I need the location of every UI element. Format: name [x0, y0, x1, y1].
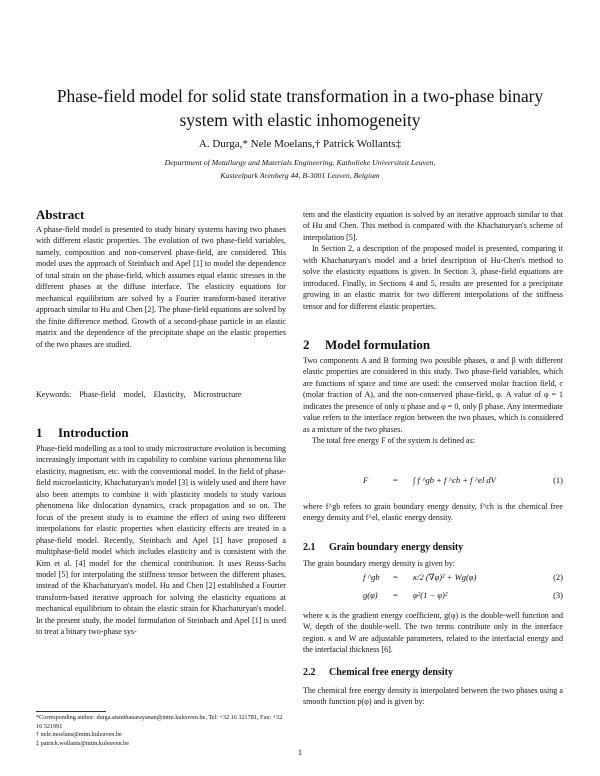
introduction-text: Phase-field modelling as a tool to study microstructure evolution is becoming increasingly important with its capability to combine various phenomena like elasticity, magnetism, etc. with the conventional model. In the field of phase-field microelasticity, Khachaturyan's model [3] is widely used and there have also been attempts to combine it with plasticity models to study various phenomena like dislocation dynamics, crack propagation and so on. The focus of the present study is to examine the effect of using two different interpolations for elastic properties when elasticity effects are treated in a phase-field model. Recently, Steinbach and Apel [1] have proposed a multiphase-field model which includes elasticity and is consistent with the Kim et al. [4] model for the chemical contribution. It uses Reuss-Sachs model [5] for interpolating the stiffness tensor between the different phases, instead of the Khachaturyan's model. Hu and Chen [2] established a Fourier transform-based iterative approach for solving the elasticity equations at mechanical equilibrium to obtain the elastic strain for Khachaturyan's model. In the present study, the model formulation of Steinbach and Apel [1] is used to treat a binary two-phase sys- — [36, 444, 286, 637]
equation-number: (1) — [553, 475, 563, 485]
model-para-1: Two components A and B forming two possible phases, α and β with different elastic properties are considered in this study. Two phase-field variables, which are functions of space and time are used: the conserved molar fraction field, c (molar fraction of A), and the non-conserved phase-field, φ. A value of φ = 1 indicates the presence of only α phase and φ = 0, only β phase. Any intermediate value refers to the interface region between the two phases, which is considered as a mixture of the two phases. — [303, 356, 563, 434]
subsection-number: 2.2 — [303, 667, 316, 678]
equation-number: (2) — [553, 572, 563, 582]
equation-rel: = — [393, 572, 398, 582]
introduction-continuation: tem and the elasticity equation is solved by an iterative approach similar to that of Hu and Chen. This method is compared with the Khachaturyan's scheme of interpolation [5]. — [303, 210, 563, 242]
abstract-text: A phase-field model is presented to study binary systems having two phases with different elastic properties. The evolution of two phase-field variables, namely, composition and non-conserved phase-field, are considered. This model uses the approach of Steinbach and Apel [1] to model the dependence of total strain on the phase-field, which assumes equal elastic stresses in the different phases at the diffuse interface. The elasticity equations for mechanical equilibrium are solved by a Fourier transform-based iterative approach similar to Hu and Chen [2]. The phase-field equations are solved by the finite difference method. Growth of a second-phase particle in an elastic matrix and the dependence of the precipitate shape on the elastic properties of the two phases are studied. — [36, 225, 286, 349]
gb-intro-text: The grain boundary energy density is given by: — [303, 559, 456, 568]
keywords-label: Keywords: — [36, 390, 72, 399]
abstract-body — [36, 224, 286, 350]
equation-1 — [303, 475, 563, 489]
introduction-body — [36, 443, 286, 638]
equation-rhs: φ²(1 − φ)² — [413, 590, 448, 600]
affiliation — [40, 156, 560, 182]
section-number: 2 — [303, 337, 310, 352]
equation-lhs: g(φ) — [363, 590, 378, 600]
gb-heading — [303, 542, 463, 553]
gb-text: where κ is the gradient energy coefficient, g(φ) is the double-well function and W, depth of the double-well. The two terms contribute only in the interface region. κ and W are adjustable parameters, related to the interfacial energy and the interfacial thickness [6]. — [303, 611, 563, 655]
equation-3 — [303, 590, 563, 604]
equation-rel: = — [393, 475, 398, 485]
subsection-title: Chemical free energy density — [329, 667, 453, 678]
footnote-email-3: ‡ patrick.wollants@mtm.kuleuven.be — [36, 739, 129, 747]
section-title: Model formulation — [325, 337, 431, 352]
paper-title — [40, 84, 560, 132]
title-line-2: system with elastic inhomogeneity — [179, 110, 421, 130]
model-heading — [303, 337, 430, 353]
equation-2 — [303, 572, 563, 586]
footnote-email-2: † nele.moelans@mtm.kuleuven.be — [36, 731, 122, 739]
model-body-after-eq — [303, 501, 563, 524]
footnote-rule — [36, 711, 106, 712]
footnote-corresponding: *Corresponding author: durga.ananthanarayanan@mtm.kuleuven.be, Tel: +32 16 321781, Fax: +32 16 321991 — [36, 714, 283, 730]
gb-body — [303, 610, 563, 656]
equation-number: (3) — [553, 590, 563, 600]
equation-rel: = — [393, 590, 398, 600]
introduction-continued — [303, 209, 563, 312]
chem-body — [303, 685, 563, 708]
equation-rhs: κ/2 (∇φ)² + Wg(φ) — [413, 572, 477, 582]
author-list: A. Durga,* Nele Moelans,† Patrick Wollants‡ — [198, 138, 402, 150]
introduction-para-2: In Section 2, a description of the proposed model is presented, comparing it with Khachaturyan's model and a brief description of Hu-Chen's method to solve the elasticity equations is given. In Section 3, phase-field equations are introduced. Finally, in Sections 4 and 5, results are presented for a precipitate growing in an elastic matrix for two different interpolations of the stiffness tensor and for different elastic properties. — [303, 244, 563, 311]
keywords-text: Phase-field model, Elasticity, Microstructure — [79, 390, 242, 399]
page-number: 1 — [297, 747, 303, 757]
chem-heading — [303, 667, 453, 678]
title-line-1: Phase-field model for solid state transformation in a two-phase binary — [56, 86, 544, 106]
equation-rhs: ∫ f ^gb + f ^ch + f ^el dV — [413, 475, 496, 485]
subsection-title: Grain boundary energy density — [329, 542, 464, 553]
keywords — [36, 390, 286, 399]
affiliation-line-2: Kasteelpark Arenberg 44, B-3001 Leuven, Belgium — [220, 171, 380, 180]
chem-text: The chemical free energy density is interpolated between the two phases using a smooth function p(φ) and is given by: — [303, 686, 563, 707]
section-title: Introduction — [58, 425, 129, 440]
model-para-2: The total free energy F of the system is defined as: — [312, 436, 475, 446]
model-body — [303, 355, 563, 447]
model-para-3: where f^gb refers to grain boundary energy density, f^ch is the chemical free energy density and f^el, elastic energy density. — [303, 502, 563, 523]
footnotes — [36, 714, 288, 748]
gb-intro — [303, 558, 563, 569]
subsection-number: 2.1 — [303, 542, 316, 553]
equation-lhs: F — [363, 475, 369, 485]
abstract-heading: Abstract — [36, 207, 85, 222]
section-number: 1 — [36, 425, 43, 440]
equation-lhs: f ^gb — [363, 572, 380, 582]
affiliation-line-1: Department of Metallurgy and Materials Engineering, Katholieke Universiteit Leuven, — [164, 158, 436, 167]
introduction-heading — [36, 425, 129, 441]
